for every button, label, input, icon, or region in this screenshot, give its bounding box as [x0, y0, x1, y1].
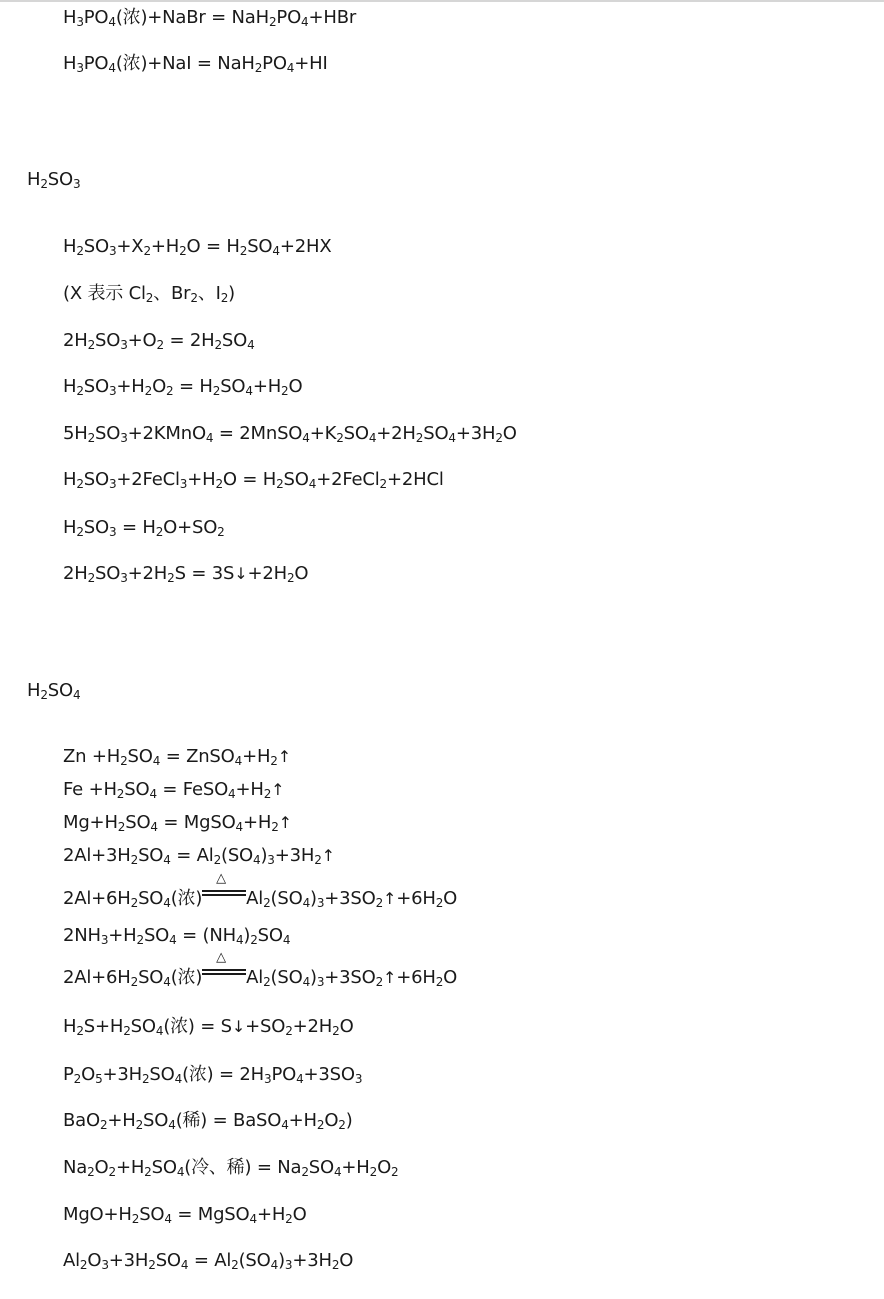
equation-line: $BaO_2+H_2SO_4$(稀) = $BaSO_4+H_2O_2$): [63, 1110, 353, 1132]
equation-line: $H_2SO_3 = H_2O+SO_2$: [63, 517, 225, 539]
equation-line: $Zn +H_2SO_4$ = $ZnSO_4+H_2↑$: [63, 746, 291, 768]
equation-line: $2NH_3+H_2SO_4 = (NH_4)_2SO_4$: [63, 925, 291, 947]
heating-sign: △: [202, 888, 246, 904]
equation-line: $H_2SO_3+X_2+H_2O = H_2SO_4+2HX$: [63, 236, 332, 258]
equation-line: $H_2S+H_2SO_4$(浓) = $S↓+SO_2+2H_2O$: [63, 1016, 354, 1038]
heating-sign: △: [202, 967, 246, 983]
equation-line: $Al_2O_3+3H_2SO_4 = Al_2(SO_4)_3+3H_2O$: [63, 1250, 354, 1272]
equation-line: $H_2SO_3+H_2O_2 = H_2SO_4+H_2O$: [63, 376, 303, 398]
equation-line: $H_3PO_4$(浓)+NaBr = $NaH_2PO_4+HBr$: [63, 7, 357, 29]
equation-line: $2Al+6H_2SO_4$(浓) △ $Al_2(SO_4)_3+3SO_2↑+6H_2O$: [63, 950, 458, 989]
equation-line: $5H_2SO_3+2KMnO_4$ = $2MnSO_4+K_2SO_4+2H_2SO_4+3H_2O$: [63, 423, 517, 445]
equation-line: $2Al+3H_2SO_4$ = $Al_2(SO_4)_3+3H_2↑$: [63, 845, 335, 867]
section-heading-h2so4: $H_2SO_4$: [27, 680, 81, 702]
equation-line: $2H_2SO_3+2H_2S$ = $3S↓+2H_2O$: [63, 563, 309, 585]
equation-line: $Fe +H_2SO_4$ = $FeSO_4+H_2↑$: [63, 779, 285, 801]
equation-line: $P_2O_5+3H_2SO_4$(浓) = $2H_3PO_4+3SO_3$: [63, 1064, 363, 1086]
equation-line: $H_2SO_3+2FeCl_3+H_2O$ = $H_2SO_4+2FeCl_2+2HCl$: [63, 469, 444, 491]
equation-note: (X 表示 $Cl_2$、$Br_2$、$I_2$): [63, 283, 235, 305]
equation-line: $2H_2SO_3+O_2 = 2H_2SO_4$: [63, 330, 255, 352]
equation-line: $H_3PO_4$(浓)$+NaI = NaH_2PO_4+HI$: [63, 53, 328, 75]
equation-line: $Na_2O_2+H_2SO_4$(冷、稀) = $Na_2SO_4+H_2O_2$: [63, 1157, 399, 1179]
equation-line: $2Al+6H_2SO_4$(浓) △ $Al_2(SO_4)_3+3SO_2↑+6H_2O$: [63, 871, 458, 910]
equation-line: $MgO+H_2SO_4$ = $MgSO_4+H_2O$: [63, 1204, 307, 1226]
top-divider: [0, 0, 884, 2]
equation-line: $Mg+H_2SO_4$ = $MgSO_4+H_2↑$: [63, 812, 292, 834]
section-heading-h2so3: $H_2SO_3$: [27, 169, 81, 191]
